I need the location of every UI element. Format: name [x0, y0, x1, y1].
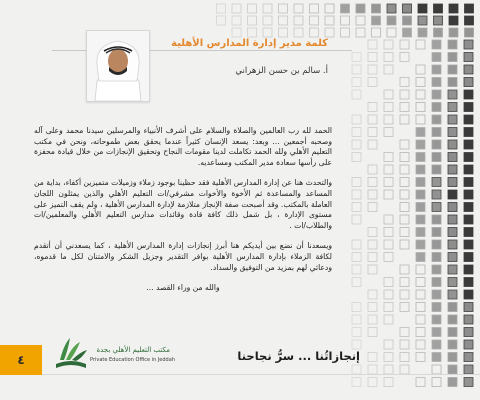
mosaic-tile — [384, 353, 393, 362]
mosaic-tile — [352, 328, 361, 337]
mosaic-tile — [432, 378, 441, 387]
mosaic-tile — [418, 28, 427, 37]
mosaic-tile — [217, 16, 226, 25]
mosaic-tile — [352, 78, 361, 87]
mosaic-tile — [416, 303, 425, 312]
mosaic-tile — [368, 378, 377, 387]
mosaic-tile — [448, 153, 457, 162]
mosaic-tile — [434, 16, 443, 25]
mosaic-tile — [448, 278, 457, 287]
mosaic-tile — [368, 328, 377, 337]
mosaic-tile — [384, 190, 393, 199]
paragraph-3: ويسعدنا أن نضع بين أيديكم هنا أبرز إنجازات إدارة المدارس الأهلية ، كما يسعدني أن أتقدم لكافة الزملاء بإدارة المدارس الأهلية بوافر التقدير وجزيل الشكر والامتنان لكل ما قدموه، ودعائي لهم بمزيد من التوفيق والسداد. — [34, 241, 332, 272]
mosaic-tile — [279, 16, 288, 25]
mosaic-tile — [416, 228, 425, 237]
mosaic-tile — [432, 290, 441, 299]
mosaic-tile — [432, 65, 441, 74]
mosaic-tile — [384, 365, 393, 374]
mosaic-tile — [448, 215, 457, 224]
mosaic-tile — [368, 365, 377, 374]
article-body — [34, 126, 332, 304]
mosaic-tile — [418, 16, 427, 25]
mosaic-tile — [400, 240, 409, 249]
mosaic-tile — [432, 315, 441, 324]
mosaic-tile — [464, 115, 473, 124]
mosaic-tile — [387, 4, 396, 13]
mosaic-tile — [464, 303, 473, 312]
mosaic-tile — [464, 365, 473, 374]
mosaic-tile — [325, 28, 334, 37]
mosaic-tile — [384, 215, 393, 224]
mosaic-tile — [448, 328, 457, 337]
mosaic-tile — [432, 278, 441, 287]
mosaic-tile — [352, 265, 361, 274]
mosaic-tile — [464, 228, 473, 237]
mosaic-tile — [432, 40, 441, 49]
mosaic-tile — [263, 16, 272, 25]
mosaic-tile — [400, 365, 409, 374]
mosaic-tile — [448, 315, 457, 324]
mosaic-tile — [400, 190, 409, 199]
mosaic-tile — [448, 190, 457, 199]
mosaic-tile — [352, 90, 361, 99]
mosaic-tile — [464, 215, 473, 224]
mosaic-tile — [384, 115, 393, 124]
mosaic-tile — [372, 4, 381, 13]
mosaic-tile — [368, 315, 377, 324]
mosaic-tile — [400, 228, 409, 237]
mosaic-tile — [416, 240, 425, 249]
mosaic-tile — [432, 128, 441, 137]
mosaic-tile — [464, 240, 473, 249]
mosaic-tile — [448, 178, 457, 187]
mosaic-tile — [384, 315, 393, 324]
mosaic-tile — [400, 278, 409, 287]
mosaic-tile — [294, 28, 303, 37]
mosaic-tile — [416, 90, 425, 99]
mosaic-tile — [448, 303, 457, 312]
mosaic-tile — [416, 265, 425, 274]
mosaic-tile — [416, 353, 425, 362]
mosaic-tile — [448, 165, 457, 174]
mosaic-tile — [448, 128, 457, 137]
mosaic-tile — [384, 53, 393, 62]
mosaic-tile — [294, 4, 303, 13]
mosaic-tile — [400, 215, 409, 224]
mosaic-tile — [432, 228, 441, 237]
mosaic-tile — [248, 28, 257, 37]
mosaic-tile — [448, 115, 457, 124]
mosaic-tile — [384, 165, 393, 174]
mosaic-tile — [416, 165, 425, 174]
mosaic-tile — [384, 303, 393, 312]
mosaic-tile — [464, 378, 473, 387]
mosaic-tile — [341, 16, 350, 25]
mosaic-tile — [368, 190, 377, 199]
mosaic-tile — [384, 290, 393, 299]
mosaic-tile — [384, 228, 393, 237]
mosaic-tile — [400, 115, 409, 124]
mosaic-tile — [432, 328, 441, 337]
closing-line: والله من وراء القصد ... — [146, 283, 220, 293]
mosaic-tile — [416, 103, 425, 112]
mosaic-tile — [449, 28, 458, 37]
mosaic-tile — [400, 290, 409, 299]
mosaic-tile — [432, 153, 441, 162]
mosaic-tile — [449, 4, 458, 13]
mosaic-tile — [434, 28, 443, 37]
mosaic-tile — [464, 203, 473, 212]
mosaic-tile — [384, 90, 393, 99]
mosaic-tile — [432, 78, 441, 87]
mosaic-tile — [448, 103, 457, 112]
mosaic-tile — [416, 65, 425, 74]
mosaic-tile — [432, 103, 441, 112]
open-book-leaves-logo-icon — [52, 334, 90, 374]
mosaic-tile — [400, 90, 409, 99]
mosaic-tile — [416, 328, 425, 337]
mosaic-tile — [448, 228, 457, 237]
mosaic-tile — [368, 178, 377, 187]
page-title: كلمة مدير إدارة المدارس الأهلية — [171, 38, 328, 49]
mosaic-tile — [432, 365, 441, 374]
mosaic-tile — [416, 290, 425, 299]
mosaic-tile — [449, 16, 458, 25]
mosaic-tile — [352, 115, 361, 124]
mosaic-tile — [400, 303, 409, 312]
mosaic-tile — [434, 4, 443, 13]
mosaic-tile — [448, 140, 457, 149]
mosaic-tile — [372, 28, 381, 37]
office-logo — [52, 334, 175, 374]
mosaic-tile — [368, 253, 377, 262]
mosaic-tile — [352, 340, 361, 349]
mosaic-tile — [232, 16, 241, 25]
mosaic-tile — [400, 78, 409, 87]
paragraph-2: والتحدث هنا عن إدارة المدارس الأهلية فقد حظينا بوجود زملاء وزميلات متميزين أكفاء، بداية من المساعد والمساعدة ثم الأخوة والأخوات مشرفي/ات التعليم الأهلي والذين يمثلون اللجان العاملة بالمكتب. وقد أصبحت صفة الإنجاز متلازمة لإدارة المدارس الأهلية ، ولم يقف التميز على مستوى الإدارة ، بل شمل ذلك كافة قادة وقائدات مدارس التعليم الأهلي والمعلمين/ات والطلاب/ات . — [34, 178, 332, 230]
mosaic-tile — [464, 340, 473, 349]
mosaic-tile — [400, 140, 409, 149]
mosaic-tile — [294, 16, 303, 25]
footer-divider — [0, 374, 480, 375]
mosaic-tile — [352, 53, 361, 62]
mosaic-tile — [352, 278, 361, 287]
mosaic-tile — [432, 253, 441, 262]
mosaic-tile — [368, 290, 377, 299]
mosaic-tile — [464, 140, 473, 149]
mosaic-tile — [310, 4, 319, 13]
mosaic-tile — [368, 165, 377, 174]
mosaic-tile — [368, 203, 377, 212]
mosaic-tile — [368, 78, 377, 87]
mosaic-tile — [464, 353, 473, 362]
mosaic-tile — [352, 190, 361, 199]
mosaic-tile — [352, 128, 361, 137]
author-name: أ. سالم بن حسن الزهراني — [235, 66, 328, 76]
mosaic-tile — [464, 103, 473, 112]
mosaic-tile — [448, 253, 457, 262]
mosaic-tile — [400, 340, 409, 349]
mosaic-tile — [465, 4, 474, 13]
mosaic-tile — [341, 4, 350, 13]
mosaic-tile — [465, 16, 474, 25]
mosaic-tile — [368, 353, 377, 362]
mosaic-tile — [368, 128, 377, 137]
mosaic-tile — [464, 128, 473, 137]
paragraph-1: الحمد لله رب العالمين والصلاة والسلام على أشرف الأنبياء والمرسلين سيدنا محمد وعلى آله وصحبه أجمعين ... وبعد: يسعد الإنسان كثيراً عندما يحقق بعض طموحاته، ونحن في مكتب التعليم الأهلي ولله الحمد تكاملت لدينا مقومات النجاح وتحقيق الإنجازات من خلال قيادة محفزة على رأسها سعادة مدير المكتب ومساعديه. — [34, 126, 332, 167]
mosaic-tile — [416, 340, 425, 349]
mosaic-tile — [352, 240, 361, 249]
mosaic-tile — [368, 240, 377, 249]
mosaic-tile — [464, 90, 473, 99]
mosaic-tile — [464, 65, 473, 74]
mosaic-tile — [464, 53, 473, 62]
mosaic-tile — [352, 178, 361, 187]
mosaic-tile — [400, 40, 409, 49]
mosaic-tile — [416, 203, 425, 212]
mosaic-tile — [416, 178, 425, 187]
mosaic-tile — [352, 378, 361, 387]
mosaic-tile — [372, 16, 381, 25]
mosaic-tile — [384, 240, 393, 249]
mosaic-tile — [464, 315, 473, 324]
mosaic-tile — [400, 328, 409, 337]
mosaic-tile — [400, 165, 409, 174]
mosaic-tile — [448, 65, 457, 74]
mosaic-tile — [448, 290, 457, 299]
mosaic-tile — [352, 365, 361, 374]
mosaic-tile — [448, 78, 457, 87]
mosaic-tile — [400, 203, 409, 212]
mosaic-tile — [400, 103, 409, 112]
mosaic-tile — [403, 4, 412, 13]
footer-slogan: إنجازاتُنا ... سرُّ نجاحنا — [237, 349, 360, 363]
mosaic-tile — [310, 16, 319, 25]
mosaic-tile — [432, 140, 441, 149]
mosaic-tile — [448, 365, 457, 374]
mosaic-tile — [248, 16, 257, 25]
mosaic-tile — [403, 28, 412, 37]
mosaic-tile — [464, 328, 473, 337]
logo-english-name: Private Education Office in Jeddah — [90, 357, 175, 363]
mosaic-tile — [464, 165, 473, 174]
mosaic-tile — [416, 315, 425, 324]
mosaic-tile — [416, 278, 425, 287]
mosaic-tile — [368, 65, 377, 74]
mosaic-tile — [356, 16, 365, 25]
mosaic-tile — [368, 40, 377, 49]
mosaic-tile — [352, 303, 361, 312]
mosaic-tile — [356, 4, 365, 13]
mosaic-tile — [356, 28, 365, 37]
mosaic-tile — [464, 190, 473, 199]
mosaic-tile — [387, 16, 396, 25]
mosaic-tile — [217, 4, 226, 13]
mosaic-tile — [448, 340, 457, 349]
mosaic-tile — [387, 28, 396, 37]
mosaic-tile — [418, 4, 427, 13]
mosaic-tile — [400, 53, 409, 62]
mosaic-tile — [400, 153, 409, 162]
mosaic-tile — [416, 153, 425, 162]
mosaic-tile — [416, 253, 425, 262]
mosaic-tile — [432, 190, 441, 199]
mosaic-tile — [416, 128, 425, 137]
mosaic-tile — [341, 28, 350, 37]
mosaic-tile — [432, 203, 441, 212]
mosaic-tile — [464, 40, 473, 49]
mosaic-tile — [352, 140, 361, 149]
mosaic-tile — [464, 78, 473, 87]
mosaic-tile — [432, 303, 441, 312]
mosaic-tile — [384, 178, 393, 187]
mosaic-tile — [384, 103, 393, 112]
mosaic-tile — [400, 265, 409, 274]
mosaic-tile — [352, 65, 361, 74]
mosaic-tile — [325, 16, 334, 25]
mosaic-tile — [384, 65, 393, 74]
mosaic-tile — [248, 4, 257, 13]
mosaic-tile — [448, 265, 457, 274]
logo-arabic-name: مكتب التعليم الأهلي بجدة — [96, 346, 170, 354]
mosaic-tile — [432, 90, 441, 99]
mosaic-tile — [464, 178, 473, 187]
mosaic-tile — [448, 378, 457, 387]
mosaic-tile — [432, 178, 441, 187]
mosaic-tile — [416, 78, 425, 87]
mosaic-tile — [448, 90, 457, 99]
mosaic-tile — [416, 40, 425, 49]
mosaic-tile — [432, 240, 441, 249]
mosaic-tile — [432, 115, 441, 124]
mosaic-tile — [416, 378, 425, 387]
mosaic-tile — [448, 40, 457, 49]
mosaic-tile — [432, 53, 441, 62]
mosaic-tile — [448, 203, 457, 212]
mosaic-tile — [352, 253, 361, 262]
mosaic-tile — [263, 28, 272, 37]
mosaic-tile — [384, 378, 393, 387]
mosaic-tile — [448, 53, 457, 62]
mosaic-tile — [368, 228, 377, 237]
mosaic-tile — [325, 4, 334, 13]
mosaic-tile — [352, 153, 361, 162]
mosaic-tile — [416, 190, 425, 199]
mosaic-tile — [465, 28, 474, 37]
mosaic-tile — [464, 153, 473, 162]
mosaic-tile — [384, 340, 393, 349]
mosaic-tile — [368, 140, 377, 149]
page-number: ٤ — [0, 345, 42, 375]
mosaic-tile — [352, 315, 361, 324]
mosaic-tile — [263, 4, 272, 13]
mosaic-tile — [432, 165, 441, 174]
mosaic-tile — [279, 28, 288, 37]
mosaic-tile — [352, 203, 361, 212]
mosaic-tile — [384, 153, 393, 162]
mosaic-tile — [464, 278, 473, 287]
mosaic-tile — [403, 16, 412, 25]
mosaic-tile — [232, 28, 241, 37]
mosaic-tile — [384, 278, 393, 287]
mosaic-tile — [400, 353, 409, 362]
mosaic-tile — [232, 4, 241, 13]
mosaic-tile — [310, 28, 319, 37]
mosaic-tile — [432, 265, 441, 274]
mosaic-tile — [464, 253, 473, 262]
mosaic-tile — [279, 4, 288, 13]
mosaic-tile — [384, 253, 393, 262]
mosaic-tile — [368, 265, 377, 274]
mosaic-tile — [368, 103, 377, 112]
mosaic-tile — [352, 215, 361, 224]
mosaic-tile — [400, 178, 409, 187]
mosaic-tile — [448, 353, 457, 362]
mosaic-tile — [416, 115, 425, 124]
mosaic-tile — [432, 353, 441, 362]
mosaic-tile — [384, 40, 393, 49]
mosaic-tile — [416, 140, 425, 149]
mosaic-tile — [464, 290, 473, 299]
mosaic-tile — [464, 265, 473, 274]
mosaic-tile — [384, 128, 393, 137]
mosaic-tile — [448, 240, 457, 249]
mosaic-tile — [432, 215, 441, 224]
mosaic-tile — [368, 115, 377, 124]
mosaic-tile — [368, 53, 377, 62]
mosaic-tile — [368, 303, 377, 312]
mosaic-tile — [432, 340, 441, 349]
mosaic-tile — [416, 215, 425, 224]
